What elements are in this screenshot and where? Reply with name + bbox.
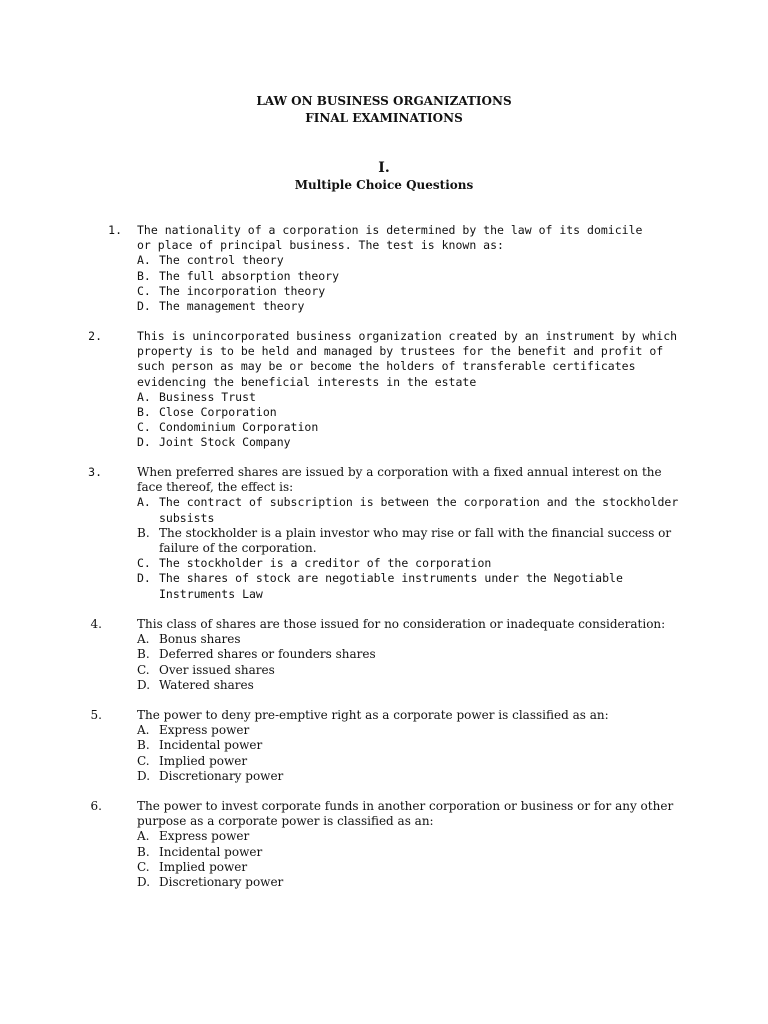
option-letter: A. bbox=[137, 495, 151, 510]
option-b bbox=[137, 526, 682, 556]
option-c bbox=[137, 284, 647, 299]
option-text: Incidental power bbox=[159, 738, 263, 753]
option-letter: C. bbox=[137, 859, 150, 874]
option-b bbox=[137, 845, 697, 860]
option-c bbox=[137, 556, 682, 571]
option-letter: B. bbox=[137, 268, 151, 283]
question-text: The power to invest corporate funds in another corporation or business or for any other purpose as a corporate power is classified as an: bbox=[137, 799, 674, 829]
option-d bbox=[137, 435, 682, 450]
option-b bbox=[137, 738, 697, 753]
question-number: 3. bbox=[88, 465, 102, 479]
option-list bbox=[137, 632, 697, 693]
option-letter: C. bbox=[137, 420, 151, 435]
option-d bbox=[137, 571, 659, 601]
option-letter: C. bbox=[137, 662, 150, 677]
question-text: When preferred shares are issued by a corporation with a fixed annual interest on the face thereof, the effect is: bbox=[137, 465, 662, 495]
option-list bbox=[137, 390, 682, 451]
question-text: This is unincorporated business organization created by an instrument by which property is to be held and managed by trustees for the benefit and profit of such person as may be or become the holders of transferable certificates evidencing the beneficial interests in the estate bbox=[137, 329, 678, 389]
document-subtitle: FINAL EXAMINATIONS bbox=[305, 111, 463, 125]
option-text: Close Corporation bbox=[159, 405, 277, 420]
question-number: 2. bbox=[88, 329, 102, 343]
option-letter: D. bbox=[137, 875, 151, 890]
option-b bbox=[137, 647, 697, 662]
question-text: The nationality of a corporation is determined by the law of its domicile or place of principal business. The test is known as: bbox=[137, 223, 643, 253]
option-letter: B. bbox=[137, 844, 150, 859]
option-letter: B. bbox=[137, 525, 150, 540]
option-b bbox=[137, 269, 647, 284]
option-letter: D. bbox=[137, 677, 151, 692]
option-d bbox=[137, 769, 697, 784]
option-text: Condominium Corporation bbox=[159, 420, 319, 435]
question-text: This class of shares are those issued for no consideration or inadequate consideration: bbox=[137, 617, 666, 631]
document-title: LAW ON BUSINESS ORGANIZATIONS bbox=[256, 94, 512, 108]
option-letter: A. bbox=[137, 723, 150, 738]
option-letter: C. bbox=[137, 283, 151, 298]
option-letter: D. bbox=[137, 768, 151, 783]
option-letter: C. bbox=[137, 753, 150, 768]
option-c bbox=[137, 420, 682, 435]
question-text: The power to deny pre-emptive right as a corporate power is classified as an: bbox=[137, 708, 609, 722]
option-a bbox=[137, 829, 697, 844]
option-letter: B. bbox=[137, 405, 151, 420]
option-a bbox=[137, 253, 647, 268]
option-text: Bonus shares bbox=[159, 632, 241, 647]
option-a bbox=[137, 390, 682, 405]
option-text: The stockholder is a plain investor who may rise or fall with the financial success or failure of the corporation. bbox=[159, 525, 672, 556]
option-text: Discretionary power bbox=[159, 875, 284, 890]
option-list bbox=[137, 829, 697, 890]
option-b bbox=[137, 405, 682, 420]
question-number: 6. bbox=[90, 799, 102, 813]
option-text: The full absorption theory bbox=[159, 268, 340, 283]
option-letter: A. bbox=[137, 632, 150, 647]
option-c bbox=[137, 860, 697, 875]
option-text: Implied power bbox=[159, 753, 248, 768]
option-text: Deferred shares or founders shares bbox=[159, 647, 376, 662]
option-text: The control theory bbox=[159, 253, 284, 268]
option-d bbox=[137, 678, 697, 693]
option-a bbox=[137, 723, 697, 738]
option-c bbox=[137, 754, 697, 769]
section-number: I. bbox=[378, 160, 390, 176]
option-text: Express power bbox=[159, 829, 250, 844]
option-letter: A. bbox=[137, 389, 151, 404]
option-list bbox=[137, 253, 647, 314]
option-letter: C. bbox=[137, 556, 151, 571]
option-text: Implied power bbox=[159, 859, 248, 874]
option-text: Joint Stock Company bbox=[159, 435, 291, 450]
question-number: 5. bbox=[90, 708, 102, 722]
option-text: Incidental power bbox=[159, 844, 263, 859]
option-list bbox=[137, 495, 682, 601]
option-letter: D. bbox=[137, 299, 151, 314]
option-text: The contract of subscription is between the corporation and the stockholder subsists bbox=[159, 495, 679, 525]
option-d bbox=[137, 299, 647, 314]
section-title: Multiple Choice Questions bbox=[294, 178, 474, 192]
option-text: Over issued shares bbox=[159, 662, 275, 677]
option-letter: D. bbox=[137, 435, 151, 450]
option-letter: A. bbox=[137, 829, 150, 844]
option-text: Business Trust bbox=[159, 389, 256, 404]
option-d bbox=[137, 875, 697, 890]
question-number: 1. bbox=[108, 223, 122, 237]
option-list bbox=[137, 723, 697, 784]
option-a bbox=[137, 495, 682, 525]
option-a bbox=[137, 632, 697, 647]
option-text: The shares of stock are negotiable instruments under the Negotiable Instruments Law bbox=[159, 571, 623, 601]
option-letter: B. bbox=[137, 647, 150, 662]
option-text: Express power bbox=[159, 723, 250, 738]
question-number: 4. bbox=[90, 617, 102, 631]
option-c bbox=[137, 663, 697, 678]
option-text: The stockholder is a creditor of the corporation bbox=[159, 556, 492, 571]
option-letter: D. bbox=[137, 571, 151, 586]
option-letter: A. bbox=[137, 253, 151, 268]
option-text: The management theory bbox=[159, 299, 305, 314]
option-text: Discretionary power bbox=[159, 768, 284, 783]
option-text: Watered shares bbox=[159, 677, 254, 692]
option-letter: B. bbox=[137, 738, 150, 753]
option-text: The incorporation theory bbox=[159, 283, 326, 298]
